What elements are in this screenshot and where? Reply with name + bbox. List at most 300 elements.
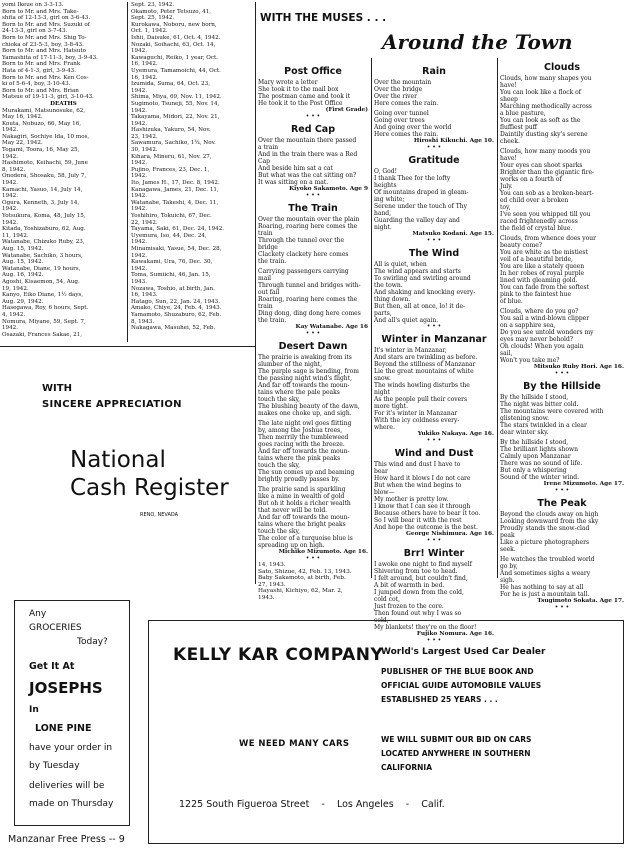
vital-stat-line: 1942. bbox=[2, 219, 19, 226]
vital-stat-line: 24-13-3, girl on 3-7-43. bbox=[2, 28, 68, 35]
vital-stat-line: Oct. 1, 1942. bbox=[131, 28, 168, 35]
poem-author: Kay Watanabe. Age 16 bbox=[295, 324, 368, 330]
vital-stat-line: Sept. 25, 1942. bbox=[131, 15, 175, 22]
poem-line: I know that I can see it through bbox=[374, 503, 471, 510]
vital-stat-line: Toma, Sumiichi, 46, Jan. 15, bbox=[131, 272, 211, 279]
poem-author: Matsuko Kodani. Age 15. bbox=[412, 231, 494, 237]
poem-line: peak bbox=[500, 532, 515, 539]
poem-line: Clackety clackety here comes bbox=[258, 251, 349, 258]
poem-line: Going over trees bbox=[374, 117, 425, 124]
vital-stat-line: Watanabe, Takeshi, 4, Dec. 11, bbox=[131, 199, 219, 206]
poem-line: And stars are twinkling as before. bbox=[374, 354, 478, 361]
kelly-kar-submit-1: WE WILL SUBMIT OUR BID ON CARS bbox=[381, 735, 532, 744]
poem-line: Over the bridge bbox=[374, 86, 423, 93]
vital-stat-line: Sato, Shizue, 42, Feb. 13, 1943. bbox=[258, 568, 352, 575]
poem-line: brightly proudly passes by. bbox=[258, 476, 340, 483]
vital-stat-line: Aug. 15, 1942. bbox=[2, 259, 44, 266]
poem-line: that never will be told. bbox=[258, 507, 328, 514]
vital-stat-line: Murakami, Matsunosuke, 62, bbox=[2, 107, 86, 114]
vital-stat-line: Agoshi, Kisaemon, 54, Aug. bbox=[2, 278, 80, 285]
poem-line: And shaking and knocking every- bbox=[374, 289, 476, 296]
vital-stat-line: 1942. bbox=[131, 193, 148, 200]
vital-stat-line: Watanabe, Sachiko, 3 hours, bbox=[2, 252, 83, 259]
poem-line: The purple sage is bending, from bbox=[258, 368, 359, 375]
kelly-kar-publisher-2: OFFICIAL GUIDE AUTOMOBILE VALUES bbox=[381, 681, 542, 690]
vital-stat-line: Tayama, Saki, 61, Dec. 24, 1942. bbox=[131, 226, 225, 233]
vital-stat-line: 1942. bbox=[2, 180, 19, 187]
poem-line: Because others have to bear it too. bbox=[374, 510, 481, 517]
poem-line: The sun comes up and beaming bbox=[258, 469, 355, 476]
poem-line: The brilliant lights shown bbox=[500, 446, 578, 453]
josephs-order-line-4: made on Thursday bbox=[29, 799, 114, 809]
vital-stats-column-1 bbox=[2, 2, 125, 342]
poem-title: Rain bbox=[422, 66, 446, 77]
poem-line: The blushing beauty of the dawn, bbox=[258, 403, 360, 410]
vital-stat-line: 1942. bbox=[2, 206, 19, 213]
poem-line: The wind appears and starts bbox=[374, 268, 461, 275]
poem-line: But oh it holds a richer wealth bbox=[258, 500, 351, 507]
vital-stat-line: Onodera, Shosaku, 58, July 7, bbox=[2, 173, 87, 180]
poem-line: My mother is pretty low. bbox=[374, 496, 449, 503]
poem-line: How hard it blows I do not care bbox=[374, 475, 471, 482]
poem-line: beauty come? bbox=[500, 242, 542, 249]
vital-stat-line: 22, 1942. bbox=[131, 219, 158, 226]
poem-line: By the hillside I stood, bbox=[500, 439, 569, 446]
vital-stat-line: Born to Mr. and Mrs. Ken Cos- bbox=[2, 74, 89, 81]
vital-stat-line: Minamisaki, Yasue, 54, Dec. 28, bbox=[131, 245, 222, 252]
poem-line: Clouds, how many moods you bbox=[500, 148, 591, 155]
vital-stat-line: 16, 1943. bbox=[131, 292, 158, 299]
poem-line: have! bbox=[500, 82, 517, 89]
poem-line: makes one choke up, and sigh. bbox=[258, 410, 352, 417]
josephs-groceries: GROCERIES bbox=[29, 623, 82, 633]
poem-author: Irene Mizumoto. Age 17. bbox=[543, 481, 624, 487]
vital-stats-column-2 bbox=[131, 2, 252, 342]
poem-line: Through tunnel and bridges with- bbox=[258, 282, 361, 289]
poem-line: lined with gleaming gold. bbox=[500, 277, 578, 284]
poem-line: a train bbox=[258, 144, 279, 151]
poem-line: raced frightenedly across bbox=[500, 218, 578, 225]
poem-line: mail bbox=[258, 275, 272, 282]
poem-line: Brighter than the gigantic fire- bbox=[500, 169, 595, 176]
poem-line: snow. bbox=[374, 375, 391, 382]
poem-line: Shivering from toe to head. bbox=[374, 568, 458, 575]
poem-line: She took it to the mail box bbox=[258, 86, 339, 93]
poem-line: The late night owl goes flitting bbox=[258, 420, 352, 427]
vital-stat-line: 1942. bbox=[2, 193, 19, 200]
vital-stat-line: Kurokawa, Noboru, new born, bbox=[131, 21, 217, 28]
vital-stat-line: 1942. bbox=[131, 87, 148, 94]
poem-line: cold, bbox=[374, 617, 389, 624]
poem-line: You can look as soft as the bbox=[500, 117, 581, 124]
poem-author: Hiroshi Kikuchi. Age 10. bbox=[413, 138, 494, 144]
poem-author: Michiko Mizumoto. Age 16. bbox=[278, 549, 368, 555]
vital-stat-line: 11, 1942. bbox=[2, 232, 29, 239]
vital-stat-line: 16, 1942. bbox=[131, 61, 158, 68]
poem-line: He watches the troubled world bbox=[500, 556, 595, 563]
vital-stat-line: Ogura, Kenneth, 3, July 14, bbox=[2, 199, 80, 206]
vital-stat-line: 1942. bbox=[131, 252, 148, 259]
poem-line: thing down. bbox=[374, 296, 411, 303]
poem-line: You sail a wind-blown clipper bbox=[500, 315, 590, 322]
vital-stat-line: Kanyo, Eiko Diane, 1½ days, bbox=[2, 292, 84, 299]
muses-header: WITH THE MUSES . . . bbox=[260, 12, 387, 24]
vital-stat-line: 8, 1943. bbox=[131, 318, 155, 325]
poem-line: And going over the world bbox=[374, 124, 452, 131]
separator-dots: • • • bbox=[426, 637, 442, 644]
vital-stat-line: 1942. bbox=[2, 127, 19, 134]
poem-line: I awoke one night to find myself bbox=[374, 561, 472, 568]
vital-stat-line: Kitada, Yoshizaburo, 62, Aug. bbox=[2, 226, 86, 233]
poem-line: Here comes the rain. bbox=[374, 100, 439, 107]
poem-line: Serene under the touch of Thy bbox=[374, 203, 468, 210]
poem-author: Yukiko Nakaya. Age 16. bbox=[417, 431, 494, 437]
poem-line: I felt around, but couldn't find, bbox=[374, 575, 468, 582]
poem-line: train bbox=[258, 230, 273, 237]
vital-stat-line: Sept. 23, 1942. bbox=[131, 2, 175, 8]
poem-line: tains where the bright peaks bbox=[258, 521, 346, 528]
josephs-get-it-at: Get It At bbox=[29, 661, 75, 672]
poem-author: Kiyoko Sakamoto. Age 9 bbox=[289, 186, 368, 192]
poem-line: It was sitting on a mat. bbox=[258, 179, 329, 186]
vital-stat-line: 1942. bbox=[131, 265, 148, 272]
poem-line: The prairie is awaking from its bbox=[258, 354, 352, 361]
poem-title: The Wind bbox=[408, 248, 460, 259]
poem-line: The winds howling disturbs the bbox=[374, 382, 470, 389]
separator-dots: • • • bbox=[554, 487, 570, 494]
poem-line: And far off towards the moun- bbox=[258, 448, 350, 455]
vital-stat-line: Matsue of 19-11-3, girl, 3-10-43. bbox=[2, 94, 94, 101]
separator-dots: • • • bbox=[305, 330, 321, 337]
poem-line: Beyond the stillness of Manzanar bbox=[374, 361, 476, 368]
kelly-kar-ad bbox=[148, 620, 624, 844]
poem-line: Guarding the valley day and bbox=[374, 217, 460, 224]
kelly-kar-publisher-1: PUBLISHER OF THE BLUE BOOK AND bbox=[381, 667, 534, 676]
poem-line: out fail bbox=[258, 289, 280, 296]
poem-line: Here comes the rain. bbox=[374, 131, 439, 138]
separator-dots: • • • bbox=[554, 604, 570, 611]
poem-line: Through the tunnel over the bbox=[258, 237, 345, 244]
vital-stat-line: Aug. 16, 1942. bbox=[2, 272, 44, 279]
poem-line: ing white; bbox=[374, 196, 405, 203]
poem-line: heights bbox=[374, 182, 397, 189]
vital-stat-line: 4, 1942. bbox=[2, 311, 26, 318]
poem-title: Clouds bbox=[544, 62, 580, 73]
vital-stat-line: Osazaki, Frances Sakae, 21, bbox=[2, 331, 83, 338]
poem-line: But only a whispering bbox=[500, 467, 567, 474]
vital-stat-line: 27, 1943. bbox=[258, 581, 286, 588]
poem-line: Over the mountain over the plain bbox=[258, 216, 360, 223]
poem-line: like a mine in wealth of gold bbox=[258, 493, 345, 500]
vital-stat-line: Izumida, Suma, 64, Oct. 23, bbox=[131, 81, 211, 88]
vital-stat-line: Born to Mr. and Mrs. Suzuki of bbox=[2, 21, 90, 28]
poem-line: I've seen you whipped till you bbox=[500, 211, 591, 218]
josephs-order-line-2: by Tuesday bbox=[29, 761, 80, 771]
poem-line: more tight. bbox=[374, 403, 408, 410]
poem-line: cheek. bbox=[500, 138, 520, 145]
ncr-ad-name-2: Cash Register bbox=[70, 475, 229, 501]
vital-stat-line: DEATHS bbox=[50, 100, 77, 107]
poem-line: As the people pull their covers bbox=[374, 396, 468, 403]
poem-line: You can look like a flock of bbox=[500, 89, 581, 96]
poem-line: You are like a stately queen bbox=[500, 263, 585, 270]
poem-title: The Train bbox=[288, 203, 338, 214]
poem-line: eyes may never behold? bbox=[500, 336, 574, 343]
poem-line: ed child over a broken bbox=[500, 197, 569, 204]
ncr-ad bbox=[0, 347, 255, 585]
poem-line: Just frozen to the core. bbox=[374, 603, 444, 610]
ncr-ad-city: RENO, NEVADA bbox=[140, 512, 179, 518]
poem-line: I thank Thee for the lofty bbox=[374, 175, 451, 182]
poem-line: But then, all at once, lo! it de- bbox=[374, 303, 466, 310]
poem-line: pink to the faintest hue bbox=[500, 291, 572, 298]
poem-line: The night was bitter cold. bbox=[500, 401, 579, 408]
poem-author: (First Grade) bbox=[325, 107, 368, 113]
poem-line: have! bbox=[500, 155, 517, 162]
poem-title: Red Cap bbox=[290, 124, 336, 135]
poem-title: Desert Dawn bbox=[278, 341, 348, 352]
vital-stat-line: 1942. bbox=[2, 153, 19, 160]
poem-line: Roaring, roaring here comes the bbox=[258, 223, 358, 230]
poem-line: It's winter in Manzanar, bbox=[374, 347, 447, 354]
vital-stat-line: 16, 1942. bbox=[131, 74, 158, 81]
poem-line: where. bbox=[374, 424, 395, 431]
poem-line: toy, bbox=[500, 204, 511, 211]
poem-line: Beyond the clouds away on high bbox=[500, 511, 599, 518]
poem-line: touch the sky, bbox=[258, 396, 300, 403]
poem-line: For it's winter in Manzanar bbox=[374, 410, 458, 417]
poem-title: Gratitude bbox=[408, 155, 460, 166]
poem-line: July. bbox=[500, 183, 513, 190]
vital-stat-line: Kawaguchi, Reiko, 1 year, Oct. bbox=[131, 54, 219, 61]
poem-line: This wind and dust I have to bbox=[374, 461, 461, 468]
poem-line: My blankets! they're on the floor! bbox=[374, 624, 477, 631]
josephs-name: JOSEPHS bbox=[29, 679, 103, 697]
poem-line: O, God! bbox=[374, 168, 398, 175]
vital-stat-line: 1942. bbox=[131, 48, 148, 55]
poem-line: sail, bbox=[500, 350, 513, 357]
vital-stat-line: Born to Mr. and Mrs. Brian bbox=[2, 87, 79, 94]
vital-stat-line: Born to Mr. and Mrs. Shig To- bbox=[2, 34, 87, 41]
poem-line: Calmly upon Manzanar bbox=[500, 453, 571, 460]
poems-column-b bbox=[374, 62, 494, 644]
josephs-lone-pine: LONE PINE bbox=[35, 723, 92, 734]
vital-stat-line: Hatago, Sun, 22, Jan. 24, 1943. bbox=[131, 298, 220, 305]
vital-stat-line: Uyemura, Iso, 44, Dec. 24, bbox=[131, 232, 207, 239]
vital-stat-line: 1943. bbox=[131, 278, 148, 285]
poem-line: veil of a beautiful bride, bbox=[500, 256, 573, 263]
poem-line: Roaring, roaring here comes the bbox=[258, 296, 358, 303]
kelly-kar-submit-3: CALIFORNIA bbox=[381, 763, 433, 772]
vital-stat-line: 1942. bbox=[2, 325, 19, 332]
vital-stat-line: Hasegawa, Roy, 6 hours, Sept. bbox=[2, 305, 89, 312]
vital-stat-line: 1942. bbox=[131, 206, 148, 213]
poem-line: touch the sky, bbox=[258, 462, 300, 469]
poem-line: I jumped down from the cold, bbox=[374, 589, 464, 596]
poem-line: By the hillside I stood, bbox=[500, 394, 569, 401]
poem-line: To swirling and swirling around bbox=[374, 275, 471, 282]
vital-stat-line: 1942. bbox=[131, 160, 148, 167]
poem-line: In her robes of royal purple bbox=[500, 270, 585, 277]
vital-stat-line: 14, 1943. bbox=[258, 562, 286, 568]
vital-stat-line: 1943. bbox=[258, 594, 275, 601]
vital-stat-line: 1942. bbox=[131, 107, 148, 114]
vital-stat-line: Amako, Chiye, 24, Feb. 4, 1943. bbox=[131, 305, 222, 312]
poem-line: Marching methodically across bbox=[500, 103, 592, 110]
vital-stat-line: May 22, 1942. bbox=[2, 140, 43, 147]
poem-line: by, among the Joshua trees, bbox=[258, 427, 343, 434]
separator-dots: • • • bbox=[426, 144, 442, 151]
poem-title: Wind and Dust bbox=[394, 448, 474, 459]
vital-stat-line: Born to Mr. and Mrs. Frank bbox=[2, 61, 81, 68]
josephs-any: Any bbox=[29, 609, 47, 619]
vital-stat-line: Sawamura, Sachiko, 1¾, Nov. bbox=[131, 140, 216, 147]
vital-stat-line: Aug. 15, 1942. bbox=[2, 245, 44, 252]
poem-line: But what was the cat sitting on? bbox=[258, 172, 357, 179]
poem-line: dear winter sky. bbox=[500, 429, 549, 436]
poem-line: And hope the outcome is the best. bbox=[374, 524, 478, 531]
poem-line: Won't you take me? bbox=[500, 357, 560, 364]
vital-stat-line: Nakagiri, Sochiye Ida, 10 mos, bbox=[2, 133, 90, 140]
poem-line: Then merrily the tumbleweed bbox=[258, 434, 349, 441]
poem-line: Looking downward from the sky bbox=[500, 518, 599, 525]
separator-dots: • • • bbox=[426, 437, 442, 444]
poem-line: Clouds, where do you go? bbox=[500, 308, 579, 315]
kelly-kar-address: 1225 South Figueroa Street - Los Angeles - Calif. bbox=[179, 799, 445, 810]
separator-dots: • • • bbox=[305, 192, 321, 199]
poem-line: You can fade from the softest bbox=[500, 284, 590, 291]
josephs-ad bbox=[14, 600, 130, 826]
poems-column-c bbox=[500, 58, 624, 611]
kelly-kar-tagline: World's Largest Used Car Dealer bbox=[381, 647, 546, 657]
vital-stat-line: Nomura, Miyane, 59, Sept. 7, bbox=[2, 318, 86, 325]
poem-line: And all's quiet again. bbox=[374, 317, 439, 324]
separator-dots: • • • bbox=[305, 113, 321, 120]
poem-line: And beside him sat a cat bbox=[258, 165, 333, 172]
poem-line: Do you see untold wonders my bbox=[500, 329, 594, 336]
separator-dots: • • • bbox=[554, 370, 570, 377]
poem-line: parts, bbox=[374, 310, 392, 317]
kelly-kar-need-cars: WE NEED MANY CARS bbox=[239, 739, 350, 749]
around-the-town-title: Around the Town bbox=[382, 30, 573, 54]
poem-line: go by, bbox=[500, 563, 518, 570]
poem-line: bear bbox=[374, 468, 388, 475]
poem-line: the passing night wind's flight, bbox=[258, 375, 352, 382]
poem-line: Like a picture photographers bbox=[500, 539, 590, 546]
kelly-kar-submit-2: LOCATED ANYWHERE IN SOUTHERN bbox=[381, 749, 531, 758]
vital-stat-line: 23, 1942. bbox=[131, 133, 158, 140]
poem-line: the field of crystal blue. bbox=[500, 225, 573, 232]
poem-line: So I will bear it with the rest bbox=[374, 517, 462, 524]
poem-line: With the icy coldness every- bbox=[374, 417, 460, 424]
poem-line: The postman came and took it bbox=[258, 93, 351, 100]
vital-stat-line: Ishii, Daisuke, 61, Oct. 4, 1942. bbox=[131, 34, 221, 41]
vital-stat-line: Pujino, Frances, 23, Dec. 1, bbox=[131, 166, 210, 173]
kelly-kar-name: KELLY KAR COMPANY bbox=[173, 645, 384, 665]
josephs-today: Today? bbox=[77, 637, 108, 647]
poem-line: night. bbox=[374, 224, 392, 231]
poem-line: Carrying passengers carrying bbox=[258, 268, 349, 275]
poem-line: a blue pasture, bbox=[500, 110, 546, 117]
vital-stat-line: Watanabe, Diane, 19 hours, bbox=[2, 265, 81, 272]
separator-dots: • • • bbox=[426, 537, 442, 544]
poem-title: The Peak bbox=[537, 498, 587, 509]
vital-stat-line: Yamashita of 17-11-3, boy, 3-9-43. bbox=[2, 54, 98, 61]
poem-line: night bbox=[374, 389, 390, 396]
poem-line: Of mountains draped in gleam- bbox=[374, 189, 469, 196]
separator-dots: • • • bbox=[305, 555, 321, 562]
poem-author: Tsugimoto Sokata. Age 17. bbox=[537, 598, 624, 604]
page-footer: Manzanar Free Press -- 9 bbox=[8, 834, 125, 845]
vital-stat-line: Nozawa, Toshio, at birth, Jan. bbox=[131, 285, 215, 292]
poem-line: Daintily dusting sky's serene bbox=[500, 131, 588, 138]
poem-line: And in the train there was a Red bbox=[258, 151, 358, 158]
vital-stat-line: Kouta, Nobuzo, 66, May 16, bbox=[2, 120, 82, 127]
poem-author: Mitsuko Ruby Hori. Age 16. bbox=[533, 364, 624, 370]
poems-column-a bbox=[258, 62, 368, 622]
vital-stat-line: Hashizuka, Yakuro, 54, Nov. bbox=[131, 127, 211, 134]
poem-line: You are white as the mistiest bbox=[500, 249, 588, 256]
poem-line: bridge bbox=[258, 244, 278, 251]
vital-stat-line: Shima, Miya, 69, Nov. 11, 1942. bbox=[131, 94, 222, 101]
poem-line: A bit of warmth in bed. bbox=[374, 582, 445, 589]
vital-stat-line: 30, 1942. bbox=[131, 147, 158, 154]
vital-stat-line: Born to Mr. and Mrs. Hatsuto bbox=[2, 48, 86, 55]
poem-line: Cap bbox=[258, 158, 271, 165]
vital-stat-line: Yoshihiro, Tokuichi, 67, Dec. bbox=[131, 213, 212, 219]
poem-author: Fujiko Nomura. Age 16. bbox=[416, 631, 494, 637]
josephs-in: In bbox=[29, 705, 39, 715]
poem-line: seek. bbox=[500, 546, 516, 553]
poem-title: Brr! Winter bbox=[403, 548, 465, 559]
poem-line: Clouds, from whence does your bbox=[500, 235, 596, 242]
poem-line: blow— bbox=[374, 489, 395, 496]
kelly-kar-established: ESTABLISHED 25 YEARS . . . bbox=[381, 695, 498, 704]
vital-stat-line: 1942. bbox=[131, 173, 148, 180]
poem-line: tains where the pale peaks bbox=[258, 389, 340, 396]
poem-line: hand, bbox=[374, 210, 392, 217]
vital-stat-line: Baby Sakamoto, at birth, Feb. bbox=[258, 575, 346, 582]
poem-title: Winter in Manzanar bbox=[381, 334, 487, 345]
vital-stat-line: Kanagawa, James, 21, Dec. 11, bbox=[131, 186, 219, 193]
vital-stat-line: chioka of 23-5-3, boy, 3-8-43. bbox=[2, 41, 84, 48]
poem-line: The mountains were covered with bbox=[500, 408, 604, 415]
poem-line: touch the sky, bbox=[258, 528, 300, 535]
poem-line: sigh. bbox=[500, 577, 515, 584]
vital-stat-line: Takayama, Midori, 22, Nov. 21, bbox=[131, 114, 220, 121]
vital-stat-line: Nozaki, Soihachi, 63, Oct. 14, bbox=[131, 41, 216, 48]
poem-line: And far off towards the moun- bbox=[258, 382, 350, 389]
vital-stat-line: Togami, Toora, 16, May 25, bbox=[2, 147, 80, 154]
poem-line: the town. bbox=[374, 282, 403, 289]
vital-stat-line: May 16, 1942. bbox=[2, 114, 43, 121]
vital-stat-line: Kawakami, Ura, 76, Dec. 30, bbox=[131, 259, 213, 266]
poem-line: spreading up on high. bbox=[258, 542, 325, 549]
poem-line: slumber of the night, bbox=[258, 361, 322, 368]
vital-stat-line: Nakagawa, Masuhei, 52, Feb. bbox=[131, 325, 216, 332]
vital-stat-line: Uyemura, Tamamoichi, 44, Oct. bbox=[131, 67, 221, 74]
vital-stat-line: Yamamoto, Shuzaburo, 62, Feb. bbox=[131, 311, 222, 318]
vital-stat-line: Ito, James H., 17, Dec. 8, 1942. bbox=[131, 180, 220, 187]
separator-dots: • • • bbox=[426, 323, 442, 330]
vital-stat-line: yomi Ikeue on 3-3-13. bbox=[2, 2, 64, 8]
poem-title: Post Office bbox=[284, 66, 342, 77]
poem-line: Sound of the winter wind. bbox=[500, 474, 579, 481]
poem-line: cold cot, bbox=[374, 596, 400, 603]
vital-stat-line: Born to Mr. and Mrs. Take- bbox=[2, 8, 79, 15]
vital-stat-line: 19, 1942. bbox=[2, 285, 29, 292]
vital-stat-line: Okamoto, Peter Tetsuzo, 41, bbox=[131, 8, 212, 15]
